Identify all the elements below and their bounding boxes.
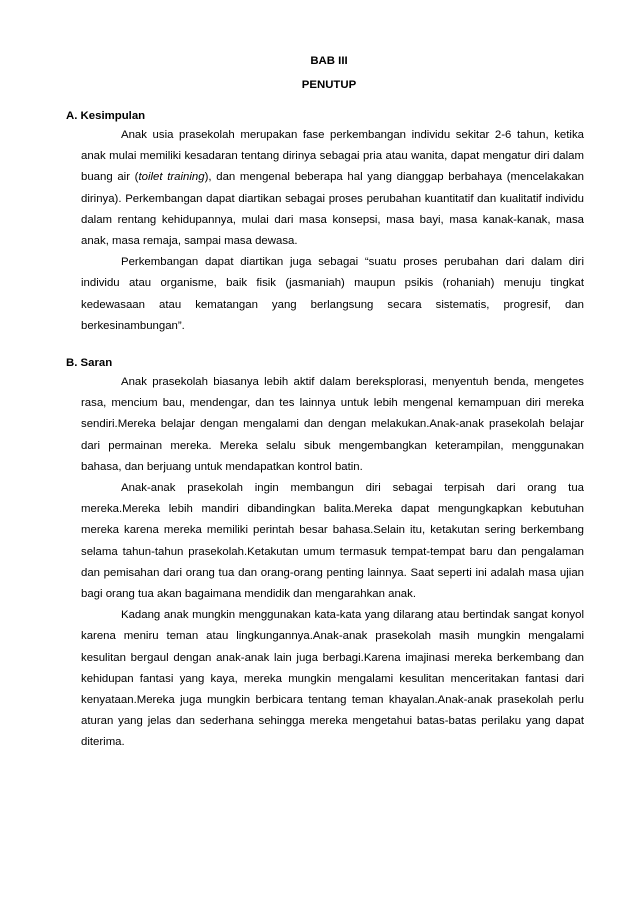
section-heading-kesimpulan: A. Kesimpulan: [66, 110, 146, 122]
section-heading-saran: B. Saran: [66, 357, 113, 370]
emphasis-text: toilet training: [138, 171, 205, 184]
section-body-saran: [66, 372, 584, 754]
paragraph-text: ), dan mengenal beberapa hal yang dianggap berbahaya (mencelakakan dirinya). Perkembangan dapat diartikan sebagai proses perubahan kuantitatif dan kualitatif individu dalam rentang kehidupannya, mulai dari masa konsepsi, masa bayi, masa kanak-kanak, masa anak, masa remaja, sampai masa dewasa.: [81, 171, 584, 248]
chapter-title: PENUTUP: [301, 79, 357, 91]
paragraph: Anak-anak prasekolah ingin membangun diri sebagai terpisah dari orang tua mereka.Mereka lebih mandiri dibandingkan balita.Mereka dapat mengungkapkan kebutuhan mereka karena mereka memiliki perintah besar bahasa.Selain itu, ketakutan sering berkembang selama tahun-tahun prasekolah.Ketakutan umum termasuk tempat-tempat baru dan pengalaman dan pemisahan dari orang tua dan orang-orang penting lainnya. Saat seperti ini adalah masa ujian bagi orang tua akan bagaimana mendidik dan mengarahkan anak.: [81, 482, 584, 601]
section-body-kesimpulan: [66, 125, 584, 337]
paragraph: Anak prasekolah biasanya lebih aktif dalam bereksplorasi, menyentuh benda, mengetes rasa, mencium bau, mendengar, dan tes lainnya untuk lebih mengenal kemampuan diri mereka sendiri.Mereka belajar dengan mengalami dan dengan melakukan.Anak-anak prasekolah belajar dari permainan mereka. Mereka selalu sibuk mengembangkan keterampilan, menggunakan bahasa, dan berjuang untuk mendapatkan kontrol batin.: [81, 376, 584, 473]
paragraph: Perkembangan dapat diartikan juga sebagai “suatu proses perubahan dari dalam diri individu atau organisme, baik fisik (jasmaniah) maupun psikis (rohaniah) menuju tingkat kedewasaan atau kematangan yang berlangsung secara sistematis, progresif, dan berkesinambungan”.: [81, 256, 584, 332]
paragraph-text: Anak usia prasekolah merupakan fase perkembangan individu sekitar 2-6 tahun, ketika anak mulai memiliki kesadaran tentang dirinya sebagai pria atau wanita, dapat mengatur diri dalam buang air (: [81, 129, 584, 184]
paragraph: Kadang anak mungkin menggunakan kata-kata yang dilarang atau bertindak sangat konyol karena meniru teman atau lingkungannya.Anak-anak prasekolah masih mungkin mengalami kesulitan bergaul dengan anak-anak lain juga berbagi.Karena imajinasi mereka berkembang dan kehidupan fantasi yang kaya, mereka mungkin mengalami kesulitan menceritakan fantasi dari kenyataan.Mereka juga mungkin berbicara tentang teman khayalan.Anak-anak prasekolah perlu aturan yang jelas dan sederhana sehingga mereka mengetahui batas-batas perilaku yang dapat diterima.: [81, 609, 584, 749]
paragraph: [81, 125, 584, 252]
chapter-label: BAB III: [310, 55, 348, 67]
